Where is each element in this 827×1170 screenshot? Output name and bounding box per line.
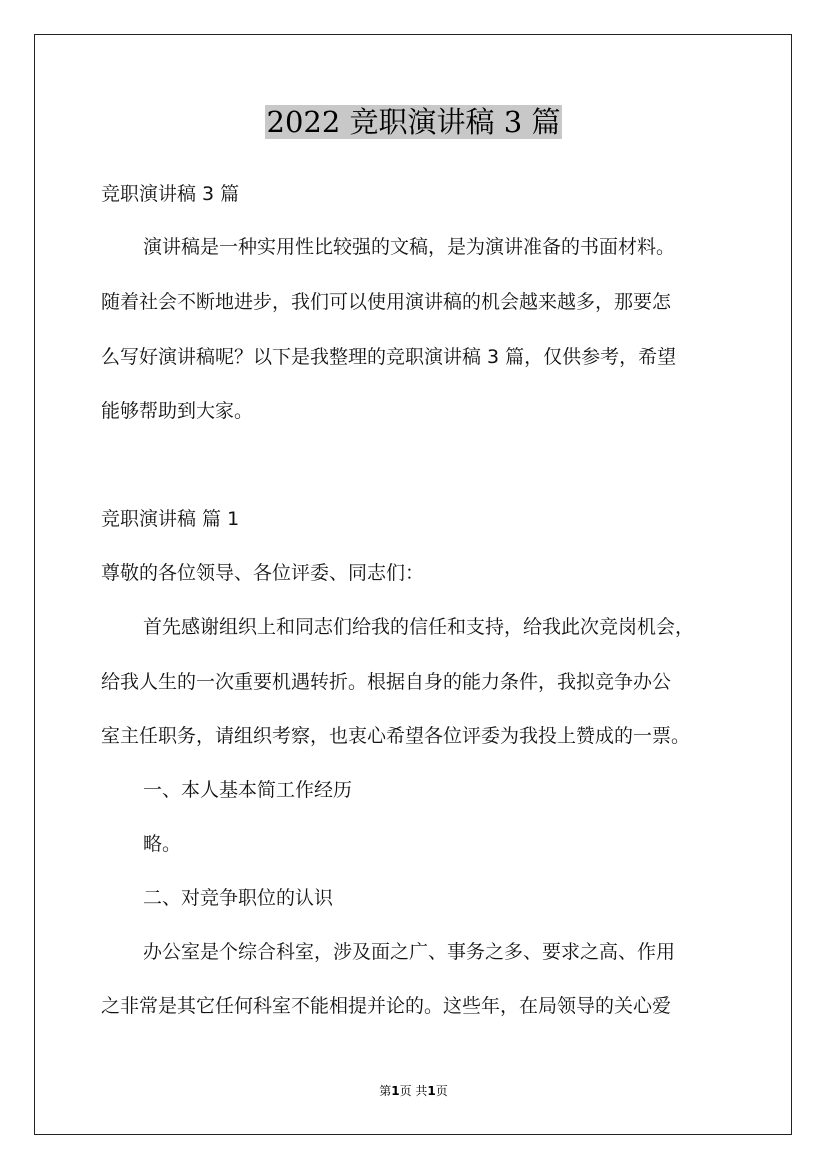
footer-total-pages: 1 (427, 1084, 436, 1098)
intro-line-4: 能够帮助到大家。 (101, 400, 254, 422)
intro-line-1: 演讲稿是一种实用性比较强的文稿，是为演讲准备的书面材料。 (143, 236, 676, 258)
footer-mid: 页 共 (399, 1084, 428, 1098)
para1-line-3: 室主任职务，请组织考察，也衷心希望各位评委为我投上赞成的一票。 (101, 725, 691, 747)
intro-line-2: 随着社会不断地进步，我们可以使用演讲稿的机会越来越多，那要怎 (101, 291, 672, 313)
intro-line-3: 么写好演讲稿呢？以下是我整理的竞职演讲稿 3 篇，仅供参考，希望 (101, 346, 677, 368)
item2-heading: 二、对竞争职位的认识 (143, 887, 334, 909)
document-title (0, 100, 827, 144)
para1-line-2: 给我人生的一次重要机遇转折。根据自身的能力条件，我拟竞争办公 (101, 671, 672, 693)
para2-line-2: 之非常是其它任何科室不能相提并论的。这些年，在局领导的关心爱 (101, 995, 672, 1017)
document-title-text: 2022 竞职演讲稿 3 篇 (266, 105, 561, 139)
section-heading: 竞职演讲稿 篇 1 (101, 508, 240, 530)
para1-line-1: 首先感谢组织上和同志们给我的信任和支持，给我此次竞岗机会， (143, 616, 695, 638)
item1-heading: 一、本人基本简工作经历 (143, 779, 353, 801)
document-subtitle: 竞职演讲稿 3 篇 (101, 183, 240, 205)
footer-suffix: 页 (435, 1084, 448, 1098)
footer-prefix: 第 (379, 1084, 392, 1098)
item1-body: 略。 (143, 833, 182, 855)
salutation: 尊敬的各位领导、各位评委、同志们： (101, 562, 425, 584)
footer-current-page: 1 (391, 1084, 400, 1098)
para2-line-1: 办公室是个综合科室，涉及面之广、事务之多、要求之高、作用 (143, 941, 676, 963)
page-footer (0, 1082, 827, 1100)
